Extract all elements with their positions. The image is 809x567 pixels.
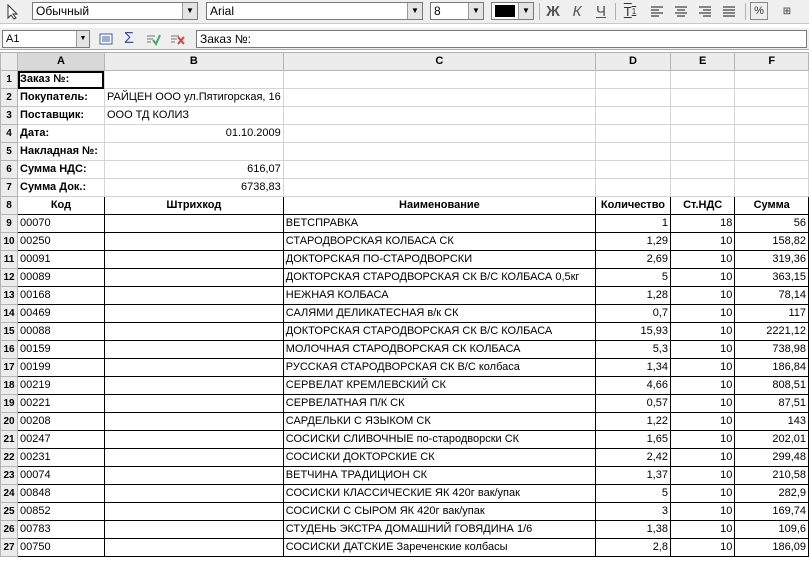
cell-f[interactable]: 56 [735,215,809,233]
table-row [1,215,809,233]
cell-d[interactable]: 1,28 [595,287,670,305]
cell-d[interactable] [595,71,670,89]
cell-d[interactable]: 5 [595,269,670,287]
row-header[interactable]: 22 [1,449,18,467]
cell-e[interactable]: 10 [670,395,734,413]
cell-c[interactable] [283,161,595,179]
cell-c[interactable]: СОСИСКИ СЛИВОЧНЫЕ по-стародворски СК [283,431,595,449]
cell-d[interactable] [595,179,670,197]
row-header[interactable]: 23 [1,467,18,485]
table-row [1,359,809,377]
cell-a[interactable]: 00750 [18,539,105,557]
align-center-icon[interactable] [670,1,692,22]
cell-f[interactable]: 202,01 [735,431,809,449]
style-combo-value: Обычный [36,4,90,18]
cell-c[interactable]: САРДЕЛЬКИ С ЯЗЫКОМ СК [283,413,595,431]
cell-c[interactable] [283,71,595,89]
cell-e[interactable]: 10 [670,287,734,305]
cell-b[interactable]: 6738,83 [104,179,283,197]
chevron-down-icon[interactable]: ▼ [518,3,533,19]
cell-b[interactable]: Штрихкод [104,197,283,215]
cell-a[interactable]: Покупатель: [18,89,105,107]
cell-f[interactable] [735,107,809,125]
cell-c[interactable] [283,125,595,143]
formula-bar [0,28,809,50]
cell-a[interactable]: Накладная №: [18,143,105,161]
cell-reference-box[interactable] [2,30,90,48]
cell-e[interactable]: 10 [670,377,734,395]
chevron-down-icon[interactable]: ▼ [76,31,89,47]
sheet-row [1,107,809,125]
table-row [1,431,809,449]
column-header[interactable]: A [18,53,105,71]
cell-b[interactable]: ООО ТД КОЛИЗ [104,107,283,125]
cell-a[interactable]: 00848 [18,485,105,503]
cell-f[interactable] [735,179,809,197]
column-header[interactable]: B [104,53,283,71]
cell-f[interactable]: 808,51 [735,377,809,395]
cell-c[interactable] [283,107,595,125]
cell-d[interactable]: 2,69 [595,251,670,269]
table-row [1,305,809,323]
table-row [1,449,809,467]
cell-f[interactable]: 109,6 [735,521,809,539]
cell-e[interactable]: 10 [670,485,734,503]
row-header[interactable]: 3 [1,107,18,125]
table-row [1,251,809,269]
cell-a[interactable]: Сумма Док.: [18,179,105,197]
formula-input-value: Заказ №: [200,32,252,46]
cell-a[interactable]: 00089 [18,269,105,287]
cell-d[interactable]: 1,38 [595,521,670,539]
cell-f[interactable]: 117 [735,305,809,323]
cell-e[interactable] [670,161,734,179]
row-header[interactable]: 8 [1,197,18,215]
cell-f[interactable]: 2221,12 [735,323,809,341]
cell-e[interactable]: 18 [670,215,734,233]
cell-c[interactable] [283,89,595,107]
cancel-icon[interactable] [166,28,188,49]
row-header[interactable]: 27 [1,539,18,557]
font-size-value: 8 [434,4,441,18]
cell-d[interactable]: 1,37 [595,467,670,485]
cell-f[interactable]: 186,09 [735,539,809,557]
table-row [1,395,809,413]
row-header[interactable]: 15 [1,323,18,341]
table-row [1,503,809,521]
cell-e[interactable]: 10 [670,503,734,521]
cell-e[interactable]: 10 [670,467,734,485]
cell-b[interactable]: 616,07 [104,161,283,179]
cell-c[interactable]: СЕРВЕЛАТ КРЕМЛЕВСКИЙ СК [283,377,595,395]
cell-f[interactable]: 169,74 [735,503,809,521]
table-row [1,233,809,251]
cell-c[interactable]: СОСИСКИ ДОКТОРСКИЕ СК [283,449,595,467]
row-header[interactable]: 6 [1,161,18,179]
row-header[interactable]: 18 [1,377,18,395]
cell-c[interactable]: СОСИСКИ КЛАССИЧЕСКИЕ ЯК 420г вак/упак [283,485,595,503]
cell-a[interactable]: 00852 [18,503,105,521]
cell-c[interactable]: ДОКТОРСКАЯ СТАРОДВОРСКАЯ СК В/С КОЛБАСА 0,5кг [283,269,595,287]
cell-a[interactable]: 00074 [18,467,105,485]
cell-d[interactable]: 5 [595,485,670,503]
row-header[interactable]: 25 [1,503,18,521]
cell-e[interactable]: Ст.НДС [670,197,734,215]
column-header[interactable]: F [735,53,809,71]
cell-d[interactable]: 0,57 [595,395,670,413]
table-row [1,287,809,305]
cell-c[interactable]: СОСИСКИ ДАТСКИЕ Зареченские колбасы [283,539,595,557]
cell-f[interactable]: 143 [735,413,809,431]
cell-b[interactable] [104,395,283,413]
cell-e[interactable] [670,143,734,161]
table-row [1,467,809,485]
cell-d[interactable]: 2,8 [595,539,670,557]
cell-e[interactable]: 10 [670,449,734,467]
toolbar-separator [745,3,746,20]
row-header[interactable]: 5 [1,143,18,161]
formula-input[interactable] [196,30,807,48]
cell-a[interactable]: Заказ №: [18,71,105,89]
cell-d[interactable]: 5,3 [595,341,670,359]
cell-a[interactable]: 00250 [18,233,105,251]
cell-e[interactable]: 10 [670,323,734,341]
cell-e[interactable]: 10 [670,359,734,377]
cell-f[interactable] [735,89,809,107]
table-row [1,413,809,431]
italic-icon[interactable]: К [572,3,582,20]
table-row [1,197,809,215]
row-header[interactable]: 16 [1,341,18,359]
row-header[interactable]: 24 [1,485,18,503]
cell-c[interactable]: МОЛОЧНАЯ СТАРОДВОРСКАЯ СК КОЛБАСА [283,341,595,359]
cell-e[interactable]: 10 [670,413,734,431]
cell-d[interactable] [595,161,670,179]
sheet-row [1,125,809,143]
column-header-row [1,53,809,71]
font-combo-value: Arial [210,4,235,18]
cell-f[interactable]: 282,9 [735,485,809,503]
cell-e[interactable]: 10 [670,521,734,539]
row-header[interactable]: 2 [1,89,18,107]
cell-a[interactable]: 00219 [18,377,105,395]
style-combo[interactable] [32,2,198,20]
sheet-row [1,179,809,197]
cell-e[interactable] [670,125,734,143]
cell-b[interactable]: 01.10.2009 [104,125,283,143]
cell-b[interactable] [104,377,283,395]
cell-c[interactable]: Наименование [283,197,595,215]
cell-b[interactable]: РАЙЦЕН ООО ул.Пятигорская, 16 [104,89,283,107]
cell-e[interactable]: 10 [670,233,734,251]
cell-d[interactable]: Количество [595,197,670,215]
cell-a[interactable]: 00469 [18,305,105,323]
cell-c[interactable]: СТУДЕНЬ ЭКСТРА ДОМАШНИЙ ГОВЯДИНА 1/6 [283,521,595,539]
formatting-toolbar [0,0,809,24]
function-list-icon[interactable] [95,28,117,49]
text-format-icon[interactable]: T 1 [623,4,637,19]
cell-e[interactable]: 10 [670,341,734,359]
toolbar-separator [539,3,540,20]
cell-d[interactable]: 3 [595,503,670,521]
cell-c[interactable]: СОСИСКИ С СЫРОМ ЯК 420г вак/упак [283,503,595,521]
chevron-down-icon[interactable]: ▼ [182,3,197,19]
cell-c[interactable]: НЕЖНАЯ КОЛБАСА [283,287,595,305]
table-row [1,539,809,557]
cell-b[interactable] [104,521,283,539]
cell-e[interactable] [670,71,734,89]
cell-f[interactable]: 87,51 [735,395,809,413]
table-row [1,485,809,503]
cell-b[interactable] [104,215,283,233]
row-header[interactable]: 11 [1,251,18,269]
cell-b[interactable] [104,359,283,377]
cell-a[interactable]: 00208 [18,413,105,431]
row-header[interactable]: 21 [1,431,18,449]
cell-b[interactable] [104,233,283,251]
cell-c[interactable]: ДОКТОРСКАЯ ПО-СТАРОДВОРСКИ [283,251,595,269]
row-header[interactable]: 1 [1,71,18,89]
cell-f[interactable] [735,125,809,143]
cell-f[interactable] [735,71,809,89]
cell-c[interactable]: СТАРОДВОРСКАЯ КОЛБАСА СК [283,233,595,251]
cell-a[interactable]: Сумма НДС: [18,161,105,179]
cell-d[interactable]: 1,65 [595,431,670,449]
sheet-row [1,71,809,89]
cell-d[interactable]: 2,42 [595,449,670,467]
cell-c[interactable]: РУССКАЯ СТАРОДВОРСКАЯ СК В/С колбаса [283,359,595,377]
cell-b[interactable] [104,431,283,449]
cell-e[interactable]: 10 [670,539,734,557]
cell-a[interactable]: 00231 [18,449,105,467]
cell-b[interactable] [104,287,283,305]
font-combo[interactable] [206,2,423,20]
cell-c[interactable]: ДОКТОРСКАЯ СТАРОДВОРСКАЯ СК В/С КОЛБАСА [283,323,595,341]
cell-a[interactable]: 00168 [18,287,105,305]
cell-f[interactable]: 299,48 [735,449,809,467]
cell-f[interactable]: 186,84 [735,359,809,377]
cell-a[interactable]: 00247 [18,431,105,449]
align-right-icon[interactable] [694,1,716,22]
row-header[interactable]: 4 [1,125,18,143]
cell-d[interactable]: 1,34 [595,359,670,377]
cell-e[interactable]: 10 [670,305,734,323]
cell-f[interactable] [735,161,809,179]
row-header[interactable]: 7 [1,179,18,197]
row-header[interactable]: 26 [1,521,18,539]
cell-d[interactable] [595,125,670,143]
cell-a[interactable]: 00070 [18,215,105,233]
cell-f[interactable]: 78,14 [735,287,809,305]
underline-icon[interactable]: Ч [596,3,606,20]
cell-a[interactable]: 00783 [18,521,105,539]
align-justify-icon[interactable] [718,1,740,22]
cell-b[interactable] [104,467,283,485]
cell-b[interactable] [104,305,283,323]
row-header[interactable]: 14 [1,305,18,323]
cell-e[interactable]: 10 [670,251,734,269]
sum-icon[interactable]: Σ [124,29,134,47]
text-color-swatch [495,5,515,17]
cell-a[interactable]: Поставщик: [18,107,105,125]
chevron-down-icon[interactable]: ▼ [407,3,422,19]
cell-b[interactable] [104,269,283,287]
cell-d[interactable]: 1 [595,215,670,233]
column-header[interactable]: E [670,53,734,71]
align-left-icon[interactable] [646,1,668,22]
cell-a[interactable]: 00221 [18,395,105,413]
bold-icon[interactable]: Ж [546,3,560,20]
percent-format-icon[interactable]: % [750,2,768,20]
row-header[interactable]: 12 [1,269,18,287]
sheet-row [1,161,809,179]
column-header[interactable]: D [595,53,670,71]
table-row [1,377,809,395]
sheet-row [1,143,809,161]
chevron-down-icon[interactable]: ▼ [468,3,483,19]
column-header[interactable]: C [283,53,595,71]
cell-c[interactable]: САЛЯМИ ДЕЛИКАТЕСНАЯ в/к СК [283,305,595,323]
table-row [1,269,809,287]
cell-a[interactable]: Дата: [18,125,105,143]
row-header[interactable]: 19 [1,395,18,413]
font-size-combo[interactable] [430,2,484,20]
cell-b[interactable] [104,143,283,161]
cell-a[interactable]: 00088 [18,323,105,341]
cell-b[interactable] [104,341,283,359]
table-row [1,521,809,539]
cell-c[interactable] [283,179,595,197]
row-header[interactable]: 10 [1,233,18,251]
cell-b[interactable] [104,71,283,89]
cell-d[interactable] [595,107,670,125]
accept-icon[interactable] [142,28,164,49]
cell-d[interactable]: 4,66 [595,377,670,395]
row-header[interactable]: 13 [1,287,18,305]
cell-b[interactable] [104,485,283,503]
cell-d[interactable]: 1,22 [595,413,670,431]
cell-f[interactable] [735,143,809,161]
cell-d[interactable]: 15,93 [595,323,670,341]
cell-e[interactable] [670,179,734,197]
toolbar-separator [615,3,616,20]
cell-c[interactable]: СЕРВЕЛАТНАЯ П/К СК [283,395,595,413]
cell-e[interactable] [670,107,734,125]
sheet-row [1,89,809,107]
cell-f[interactable]: 363,15 [735,269,809,287]
cell-f[interactable]: Сумма [735,197,809,215]
cell-a[interactable]: Код [18,197,105,215]
cell-b[interactable] [104,323,283,341]
cell-d[interactable] [595,89,670,107]
cell-d[interactable] [595,143,670,161]
cell-a[interactable]: 00159 [18,341,105,359]
cell-e[interactable] [670,89,734,107]
cell-c[interactable]: ВЕТЧИНА ТРАДИЦИОН СК [283,467,595,485]
table-row [1,341,809,359]
select-all-corner[interactable] [1,53,18,71]
cell-e[interactable]: 10 [670,431,734,449]
cell-f[interactable]: 158,82 [735,233,809,251]
cell-b[interactable] [104,503,283,521]
cell-d[interactable]: 1,29 [595,233,670,251]
cell-b[interactable] [104,251,283,269]
cell-d[interactable]: 0,7 [595,305,670,323]
cell-f[interactable]: 319,36 [735,251,809,269]
cell-f[interactable]: 210,58 [735,467,809,485]
spreadsheet-grid [0,52,809,557]
currency-format-icon[interactable]: ⊞ [782,6,792,17]
cell-a[interactable]: 00199 [18,359,105,377]
row-header[interactable]: 9 [1,215,18,233]
select-arrow-icon[interactable] [2,1,24,22]
row-header[interactable]: 17 [1,359,18,377]
cell-c[interactable]: ВЕТСПРАВКА [283,215,595,233]
cell-b[interactable] [104,413,283,431]
row-header[interactable]: 20 [1,413,18,431]
cell-c[interactable] [283,143,595,161]
cell-b[interactable] [104,449,283,467]
cell-reference-value: A1 [6,33,20,45]
cell-f[interactable]: 738,98 [735,341,809,359]
text-color-picker[interactable] [491,2,534,20]
table-row [1,323,809,341]
cell-e[interactable]: 10 [670,269,734,287]
cell-b[interactable] [104,539,283,557]
cell-a[interactable]: 00091 [18,251,105,269]
